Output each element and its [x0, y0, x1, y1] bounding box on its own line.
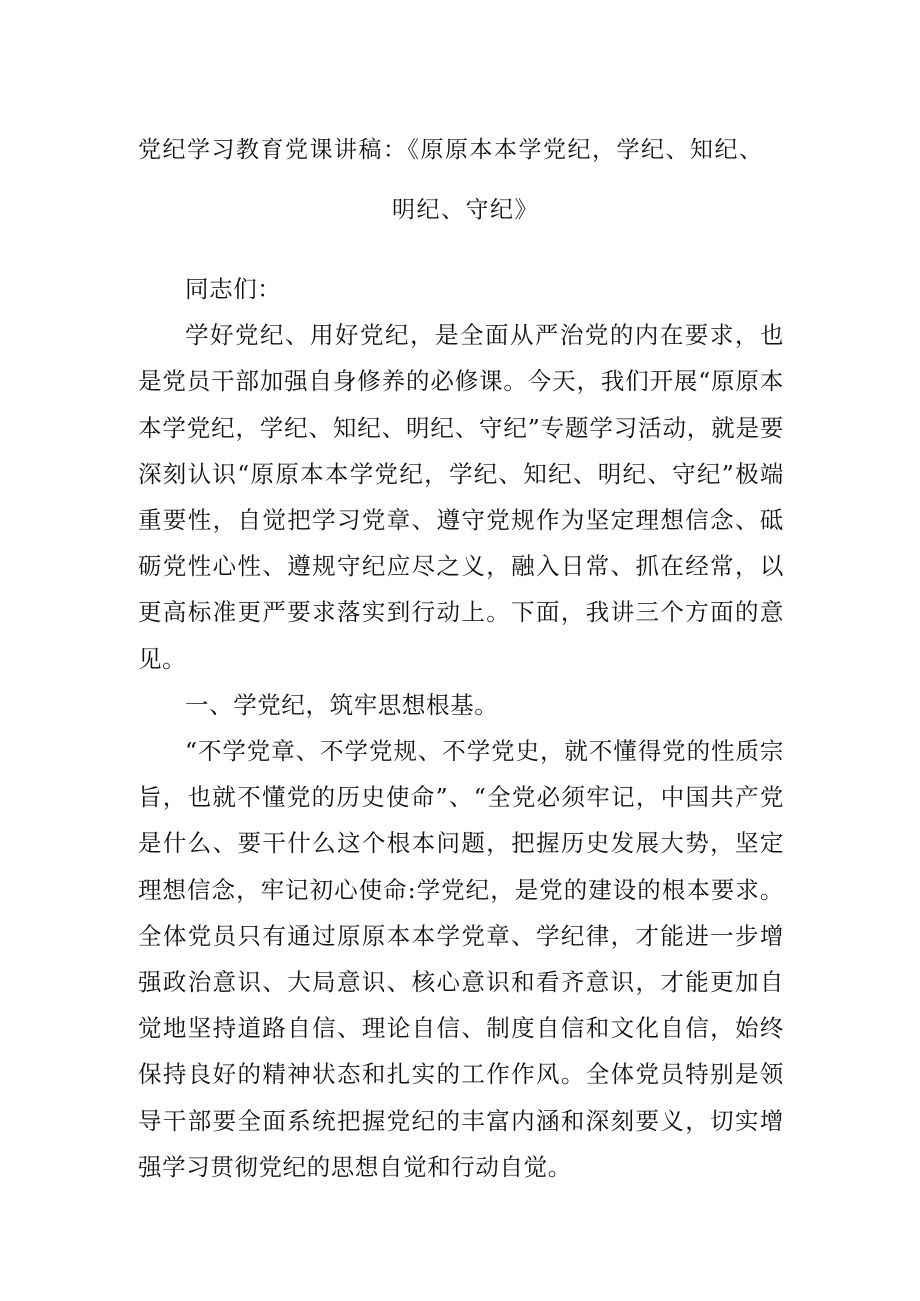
- document-body: [138, 266, 784, 1190]
- document-title-line-2: 明纪、守纪》: [392, 197, 539, 223]
- section-heading-1: 一、学党纪，筑牢思想根基。: [185, 690, 499, 719]
- intro-paragraph: 学好党纪、用好党纪，是全面从严治党的内在要求，也是党员干部加强自身修养的必修课。今天，我们开展“原原本本学党纪，学纪、知纪、明纪、守纪”专题学习活动，就是要深刻认识“原原本本学党纪，学纪、知纪、明纪、守纪”极端重要性，自觉把学习党章、遵守党规作为坚定理想信念、砥砺党性心性、遵规守纪应尽之义，融入日常、抓在经常，以更高标准更严要求落实到行动上。下面，我讲三个方面的意见。: [138, 321, 784, 673]
- document-title-line-1: 党纪学习教育党课讲稿：《原原本本学党纪，学纪、知纪、: [138, 137, 764, 163]
- salutation: 同志们：: [185, 275, 282, 303]
- section-1-paragraph: “不学党章、不学党规、不学党史，就不懂得党的性质宗旨，也就不懂党的历史使命”、“全党必须牢记，中国共产党是什么、要干什么这个根本问题，把握历史发展大势，坚定理想信念，牢记初心使命:学党纪，是党的建设的根本要求。全体党员只有通过原原本本学党章、学纪律，才能进一步增强政治意识、大局意识、核心意识和看齐意识，才能更加自觉地坚持道路自信、理论自信、制度自信和文化自信，始终保持良好的精神状态和扎实的工作作风。全体党员特别是领导干部要全面系统把握党纪的丰富内涵和深刻要义，切实增强学习贯彻党纪的思想自觉和行动自觉。: [138, 737, 784, 1181]
